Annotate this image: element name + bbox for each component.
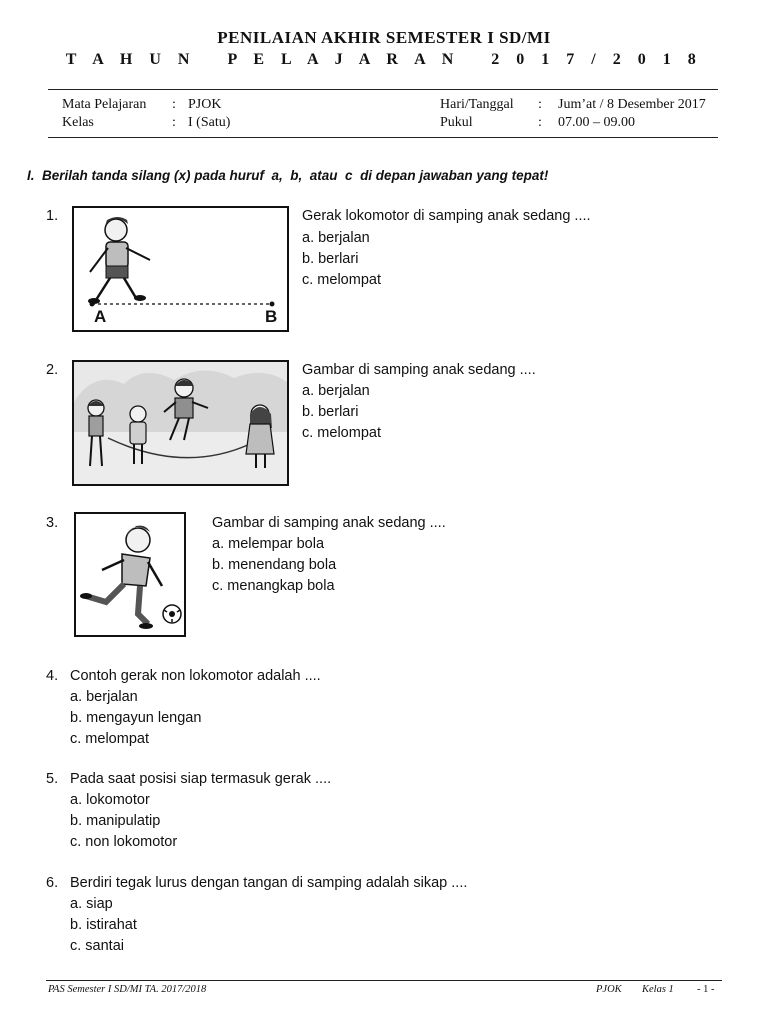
question-3-option-a[interactable]: a. melempar bola [212,536,325,552]
footer-class: Kelas 1 [642,984,674,995]
question-6-option-c[interactable]: c. santai [70,938,124,954]
question-5-text: Pada saat posisi siap termasuk gerak .... [70,771,332,787]
time-label: Pukul [440,115,473,130]
document-subtitle: T A H U N P E L A J A R A N 2 0 1 7 / 2 0 1 8 [65,51,703,68]
document-title: PENILAIAN AKHIR SEMESTER I SD/MI [217,28,551,47]
question-1-option-c[interactable]: c. melompat [302,272,381,288]
footer-subject: PJOK [596,984,622,995]
footer-page-number: - 1 - [697,984,715,995]
day-label: Hari/Tanggal [440,97,514,112]
question-6-option-a[interactable]: a. siap [70,896,113,912]
question-4-options [70,687,201,750]
class-label: Kelas [62,115,94,130]
question-2-options [302,381,381,444]
class-colon: : [172,115,176,130]
question-2-option-a[interactable]: a. berjalan [302,383,370,399]
question-6-option-b[interactable]: b. istirahat [70,917,137,933]
question-4-option-b[interactable]: b. mengayun lengan [70,710,202,726]
footer-exam-info: PAS Semester I SD/MI TA. 2017/2018 [48,984,207,995]
question-3-text: Gambar di samping anak sedang .... [212,515,446,531]
day-colon: : [538,97,542,112]
question-5-options [70,790,177,853]
header-rule-top [48,89,718,90]
subject-colon: : [172,97,176,112]
jump-rope-illustration [74,362,287,484]
header-rule-bottom [48,137,718,138]
question-4-text: Contoh gerak non lokomotor adalah .... [70,668,321,684]
footer-rule [46,980,722,981]
question-2-option-b[interactable]: b. berlari [302,404,359,420]
question-4-option-c[interactable]: c. melompat [70,731,149,747]
question-6-options [70,894,137,957]
question-3-options [212,534,336,597]
kicking-ball-illustration [76,514,184,635]
question-5-option-c[interactable]: c. non lokomotor [70,834,178,850]
instruction-text: I. Berilah tanda silang (x) pada huruf a, b, atau c di depan jawaban yang tepat! [27,168,549,183]
point-b-label: B [265,307,278,326]
question-5-option-b[interactable]: b. manipulatip [70,813,161,829]
question-6-number: 6. [46,875,59,891]
question-1-option-a[interactable]: a. berjalan [302,230,370,246]
question-3-image [74,512,186,637]
question-2-number: 2. [46,362,59,378]
time-value: 07.00 – 09.00 [558,115,635,130]
question-3-option-c[interactable]: c. menangkap bola [212,578,335,594]
question-3-number: 3. [46,515,59,531]
subject-label: Mata Pelajaran [62,97,147,112]
question-4-option-a[interactable]: a. berjalan [70,689,138,705]
question-1-number: 1. [46,208,59,224]
question-5-option-a[interactable]: a. lokomotor [70,792,150,808]
subject-value: PJOK [188,97,222,112]
question-6-text: Berdiri tegak lurus dengan tangan di samping adalah sikap .... [70,875,468,891]
question-5-number: 5. [46,771,59,787]
question-1-image [72,206,289,332]
question-1-option-b[interactable]: b. berlari [302,251,359,267]
question-4-number: 4. [46,668,59,684]
question-2-option-c[interactable]: c. melompat [302,425,381,441]
day-value: Jum’at / 8 Desember 2017 [558,97,706,112]
question-1-text: Gerak lokomotor di samping anak sedang .... [302,208,591,224]
point-a-label: A [94,307,107,326]
class-value: I (Satu) [188,115,231,130]
time-colon: : [538,115,542,130]
question-1-options [302,228,381,291]
question-2-image [72,360,289,486]
question-3-option-b[interactable]: b. menendang bola [212,557,337,573]
question-2-text: Gambar di samping anak sedang .... [302,362,536,378]
